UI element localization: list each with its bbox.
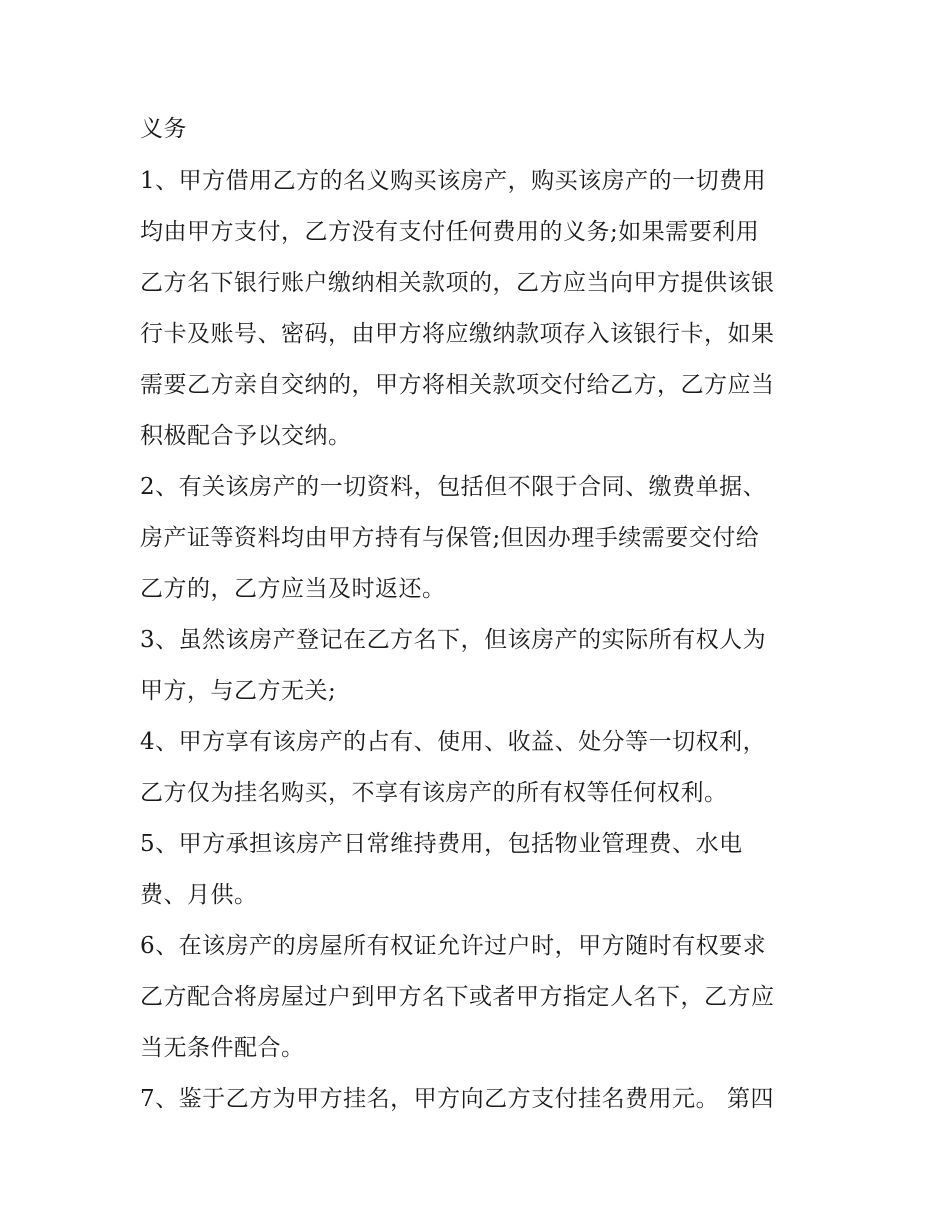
clause-4-line-1: 4、甲方享有该房产的占有、使用、收益、处分等一切权利， <box>140 729 767 755</box>
clause-1-line-3: 乙方名下银行账户缴纳相关款项的，乙方应当向甲方提供该银 <box>140 270 775 296</box>
clause-1-line-4: 行卡及账号、密码，由甲方将应缴纳款项存入该银行卡，如果 <box>140 321 775 347</box>
clause-1-line-6: 积极配合予以交纳。 <box>140 423 352 449</box>
clause-7-line-1: 7、鉴于乙方为甲方挂名，甲方向乙方支付挂名费用元。 第四 <box>140 1086 774 1112</box>
clause-2-line-3: 乙方的，乙方应当及时返还。 <box>140 576 446 602</box>
clause-6-line-2: 乙方配合将房屋过户到甲方名下或者甲方指定人名下，乙方应 <box>140 984 775 1010</box>
clause-4-line-2: 乙方仅为挂名购买，不享有该房产的所有权等任何权利。 <box>140 780 728 806</box>
clause-1-line-5: 需要乙方亲自交纳的，甲方将相关款项交付给乙方，乙方应当 <box>140 372 775 398</box>
clause-3-line-1: 3、虽然该房产登记在乙方名下，但该房产的实际所有权人为 <box>140 627 767 653</box>
clause-6-line-1: 6、在该房产的房屋所有权证允许过户时，甲方随时有权要求 <box>140 933 767 959</box>
clause-5-line-1: 5、甲方承担该房产日常维持费用，包括物业管理费、水电 <box>140 831 743 857</box>
clause-6-line-3: 当无条件配合。 <box>140 1035 305 1061</box>
clause-2-line-2: 房产证等资料均由甲方持有与保管;但因办理手续需要交付给 <box>140 525 760 551</box>
clause-5-line-2: 费、月供。 <box>140 882 258 908</box>
clause-1-line-1: 1、甲方借用乙方的名义购买该房产，购买该房产的一切费用 <box>140 168 767 194</box>
document-line-heading: 义务 <box>140 116 187 142</box>
clause-1-line-2: 均由甲方支付，乙方没有支付任何费用的义务;如果需要利用 <box>140 219 760 245</box>
clause-2-line-1: 2、有关该房产的一切资料，包括但不限于合同、缴费单据、 <box>140 474 767 500</box>
clause-3-line-2: 甲方，与乙方无关; <box>140 678 337 704</box>
